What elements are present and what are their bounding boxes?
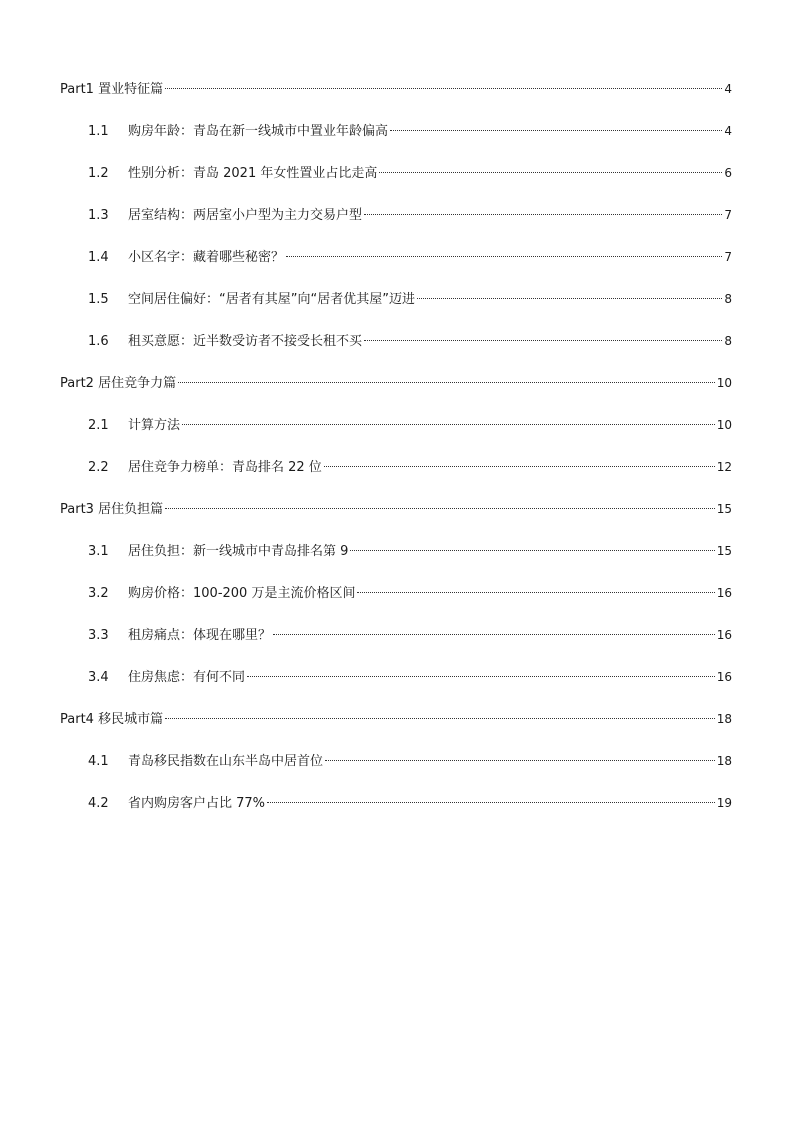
- toc-page-number: 8: [724, 334, 732, 348]
- toc-part-entry[interactable]: [60, 498, 732, 540]
- toc-page-number: 16: [716, 628, 732, 642]
- toc-section-entry[interactable]: [60, 120, 732, 162]
- toc-section-entry[interactable]: [60, 792, 732, 834]
- toc-entry-title: 性别分析：青岛 2021 年女性置业占比走高: [128, 166, 378, 181]
- toc-section-number: 1.6: [88, 334, 109, 349]
- toc-entry-title: 租房痛点：体现在哪里？: [128, 628, 272, 643]
- toc-page-number: 10: [716, 418, 732, 432]
- toc-page-number: 4: [724, 124, 732, 138]
- toc-entry-title: 购房价格：100-200 万是主流价格区间: [128, 586, 356, 601]
- toc-section-number: 1.1: [88, 124, 109, 139]
- toc-section-entry[interactable]: [60, 582, 732, 624]
- toc-page-number: 18: [716, 754, 732, 768]
- toc-entry-title: 计算方法: [128, 418, 181, 433]
- table-of-contents: [60, 78, 732, 834]
- toc-section-number: 1.2: [88, 166, 109, 181]
- toc-page-number: 15: [716, 502, 732, 516]
- toc-dot-leader: [325, 760, 715, 761]
- toc-entry-title: Part1 置业特征篇: [60, 82, 164, 97]
- toc-dot-leader: [165, 88, 722, 89]
- toc-section-entry[interactable]: [60, 246, 732, 288]
- toc-section-number: 4.2: [88, 796, 109, 811]
- toc-section-number: 1.3: [88, 208, 109, 223]
- toc-part-entry[interactable]: [60, 78, 732, 120]
- toc-entry-title: 居住竞争力榜单：青岛排名 22 位: [128, 460, 322, 475]
- toc-page-number: 7: [724, 250, 732, 264]
- toc-entry-title: 居住负担：新一线城市中青岛排名第 9: [128, 544, 349, 559]
- toc-dot-leader: [267, 802, 715, 803]
- toc-section-number: 1.4: [88, 250, 109, 265]
- toc-section-entry[interactable]: [60, 288, 732, 330]
- toc-dot-leader: [182, 424, 715, 425]
- toc-page-number: 19: [716, 796, 732, 810]
- toc-section-entry[interactable]: [60, 456, 732, 498]
- toc-page-number: 15: [716, 544, 732, 558]
- toc-dot-leader: [379, 172, 722, 173]
- toc-page-number: 16: [716, 586, 732, 600]
- toc-section-entry[interactable]: [60, 204, 732, 246]
- toc-dot-leader: [350, 550, 714, 551]
- toc-page-number: 4: [724, 82, 732, 96]
- toc-entry-title: 小区名字：藏着哪些秘密？: [128, 250, 285, 265]
- toc-section-entry[interactable]: [60, 540, 732, 582]
- toc-page-number: 7: [724, 208, 732, 222]
- toc-section-number: 2.1: [88, 418, 109, 433]
- toc-dot-leader: [357, 592, 714, 593]
- toc-entry-title: Part2 居住竞争力篇: [60, 376, 177, 391]
- toc-entry-title: 空间居住偏好：“居者有其屋”向“居者优其屋”迈进: [128, 292, 415, 307]
- toc-section-number: 1.5: [88, 292, 109, 307]
- toc-part-entry[interactable]: [60, 372, 732, 414]
- toc-entry-title: 租买意愿：近半数受访者不接受长租不买: [128, 334, 363, 349]
- toc-page-number: 10: [716, 376, 732, 390]
- toc-dot-leader: [273, 634, 715, 635]
- toc-entry-title: 住房焦虑：有何不同: [128, 670, 246, 685]
- toc-dot-leader: [286, 256, 722, 257]
- toc-entry-title: 购房年龄：青岛在新一线城市中置业年龄偏高: [128, 124, 389, 139]
- toc-dot-leader: [364, 214, 722, 215]
- toc-page-number: 8: [724, 292, 732, 306]
- toc-entry-title: Part3 居住负担篇: [60, 502, 164, 517]
- toc-section-number: 4.1: [88, 754, 109, 769]
- toc-dot-leader: [324, 466, 715, 467]
- toc-section-number: 3.1: [88, 544, 109, 559]
- toc-section-number: 3.2: [88, 586, 109, 601]
- toc-page-number: 6: [724, 166, 732, 180]
- toc-section-entry[interactable]: [60, 624, 732, 666]
- toc-part-entry[interactable]: [60, 708, 732, 750]
- toc-dot-leader: [364, 340, 722, 341]
- toc-page-number: 12: [716, 460, 732, 474]
- toc-section-number: 2.2: [88, 460, 109, 475]
- toc-section-entry[interactable]: [60, 750, 732, 792]
- toc-page-number: 16: [716, 670, 732, 684]
- toc-section-number: 3.3: [88, 628, 109, 643]
- toc-entry-title: Part4 移民城市篇: [60, 712, 164, 727]
- toc-section-entry[interactable]: [60, 330, 732, 372]
- toc-section-number: 3.4: [88, 670, 109, 685]
- toc-dot-leader: [390, 130, 722, 131]
- toc-dot-leader: [165, 718, 715, 719]
- toc-entry-title: 青岛移民指数在山东半岛中居首位: [128, 754, 324, 769]
- toc-entry-title: 省内购房客户占比 77%: [128, 796, 266, 811]
- toc-dot-leader: [247, 676, 715, 677]
- toc-dot-leader: [178, 382, 715, 383]
- toc-dot-leader: [417, 298, 722, 299]
- toc-entry-title: 居室结构：两居室小户型为主力交易户型: [128, 208, 363, 223]
- toc-section-entry[interactable]: [60, 414, 732, 456]
- toc-dot-leader: [165, 508, 715, 509]
- toc-page-number: 18: [716, 712, 732, 726]
- toc-section-entry[interactable]: [60, 666, 732, 708]
- toc-section-entry[interactable]: [60, 162, 732, 204]
